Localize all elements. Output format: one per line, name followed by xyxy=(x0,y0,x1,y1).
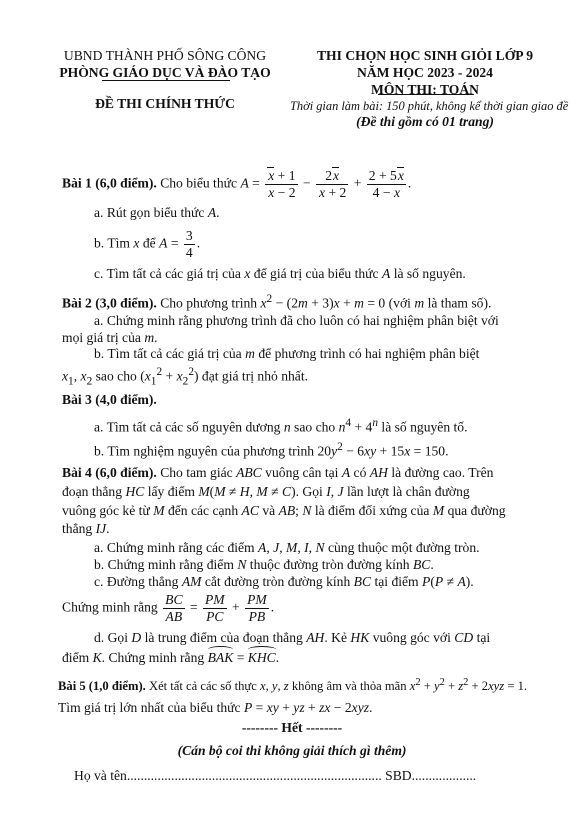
header-right-underline xyxy=(378,94,474,95)
bai2-part-a-line2: mọi giá trị của m. xyxy=(62,330,158,345)
bai2-intro: Bài 2 (3,0 điểm). Cho phương trình $x^2 - (2m + 3)x + m = 0$ (với m là tham số). xyxy=(62,293,492,311)
department-name: PHÒNG GIÁO DỤC VÀ ĐÀO TẠO xyxy=(59,64,271,80)
bai5-line2: Tìm giá trị lớn nhất của biểu thức P = xy + yz + zx − 2xyz. xyxy=(58,700,373,715)
bai4-part-d-line1: d. Gọi D là trung điểm của đoạn thẳng AH. Kẻ HK vuông góc với CD tại xyxy=(94,630,491,645)
subject: MÔN THI: TOÁN xyxy=(370,81,479,97)
time-note: Thời gian làm bài: 150 phút, không kể thời gian giao đề xyxy=(290,98,569,113)
bai5-line1: Bài 5 (1,0 điểm). Xét tất cả các số thực x, y, z không âm và thỏa mãn $x^2 + y^2 + z^2 + 2xyz = 1$. xyxy=(58,677,528,694)
header-left-underline xyxy=(102,80,230,81)
bai1-part-a: a. Rút gọn biểu thức A. xyxy=(94,205,220,220)
name-dots: ........................................................................... xyxy=(126,768,382,783)
page-count-note: (Đề thi gồm có 01 trang) xyxy=(356,114,494,130)
fraction-2: $\frac{2x}{x + 2}$ xyxy=(316,168,348,200)
bai3-part-a: a. Tìm tất cả các số nguyên dương n sao cho $n^4 + 4^n$ là số nguyên tố. xyxy=(94,417,468,435)
bai4-line1: Bài 4 (6,0 điểm). Cho tam giác ABC vuông cân tại A có AH là đường cao. Trên xyxy=(62,465,494,480)
bai1-label: Bài 1 (6,0 điểm). xyxy=(62,175,157,191)
bai1-part-c: c. Tìm tất cả các giá trị của x để giá trị của biểu thức A là số nguyên. xyxy=(94,266,466,281)
bai4-part-b: b. Chứng minh rằng điểm N thuộc đường tròn đường kính BC. xyxy=(94,557,434,572)
end-marker: -------- Hết -------- xyxy=(241,720,343,735)
school-year: NĂM HỌC 2023 - 2024 xyxy=(357,64,493,80)
fraction-3: $\frac{2 + 5x}{4 - x}$ xyxy=(368,168,404,200)
bai4-line3: vuông góc kẻ từ M đến các cạnh AC và AB; N là điểm đối xứng của M qua đường xyxy=(62,503,506,518)
bai4-label: Bài 4 (6,0 điểm). xyxy=(62,465,157,480)
fraction-1: $\frac{x + 1}{x - 2}$ xyxy=(265,168,297,200)
bai2-part-a-line1: a. Chứng minh rằng phương trình đã cho luôn có hai nghiệm phân biệt với xyxy=(94,313,499,328)
bai4-part-d-line2: điểm K. Chứng minh rằng BAK = KHC. xyxy=(62,650,280,665)
header-right xyxy=(290,48,569,131)
name-label: Họ và tên xyxy=(74,768,127,783)
bai4-line2: đoạn thẳng HC lấy điểm M(M ≠ H, M ≠ C). Gọi I, J lần lượt là chân đường xyxy=(62,484,470,499)
bai4-part-c-claim: Chứng minh rằng $\frac{BC}{AB}$ = $\frac{PM}{PC}$ + $\frac{PM}{PB}$ . xyxy=(62,592,275,624)
exam-title: THI CHỌN HỌC SINH GIỎI LỚP 9 xyxy=(316,48,534,63)
bai3-part-b: b. Tìm nghiệm nguyên của phương trình $20y^2 - 6xy + 15x = 150$. xyxy=(94,441,449,459)
bai4-part-a: a. Chứng minh rằng các điểm A, J, M, I, N cùng thuộc một đường tròn. xyxy=(94,540,480,555)
bai3-label: Bài 3 (4,0 điểm). xyxy=(62,392,157,407)
bai4-part-c: c. Đường thẳng AM cắt đường tròn đường kính BC tại điểm P(P ≠ A). xyxy=(94,574,474,589)
sbd-label: SBD xyxy=(385,768,412,783)
bai1-intro: Bài 1 (6,0 điểm). Cho biểu thức A = $\frac{x + 1}{x - 2}$ − $\frac{2x}{x + 2}$ + $\frac{2 + 5x}{4 - x}$ . xyxy=(62,168,412,200)
official-exam-label: ĐỀ THI CHÍNH THỨC xyxy=(95,95,235,111)
sbd-dots: ................... xyxy=(411,768,477,783)
invigilator-note: (Cán bộ coi thi không giải thích gì thêm) xyxy=(177,743,407,758)
bai1-part-b: b. Tìm x để A = $\frac{3}{4}$ . xyxy=(94,228,201,260)
bai5-label: Bài 5 (1,0 điểm). xyxy=(58,679,146,694)
bai4-line4: thẳng IJ. xyxy=(62,521,110,536)
bai2-part-b-line1: b. Tìm tất cả các giá trị của m để phương trình có hai nghiệm phân biệt xyxy=(94,346,480,361)
bai2-label: Bài 2 (3,0 điểm). xyxy=(62,295,157,311)
committee-name: UBND THÀNH PHỐ SÔNG CÔNG xyxy=(63,48,267,63)
candidate-info-line xyxy=(74,768,476,785)
bai2-part-b-line2: $x_1$, $x_2$ sao cho $(x_1^2 + x_2^2)$ đạt giá trị nhỏ nhất. xyxy=(62,366,309,388)
